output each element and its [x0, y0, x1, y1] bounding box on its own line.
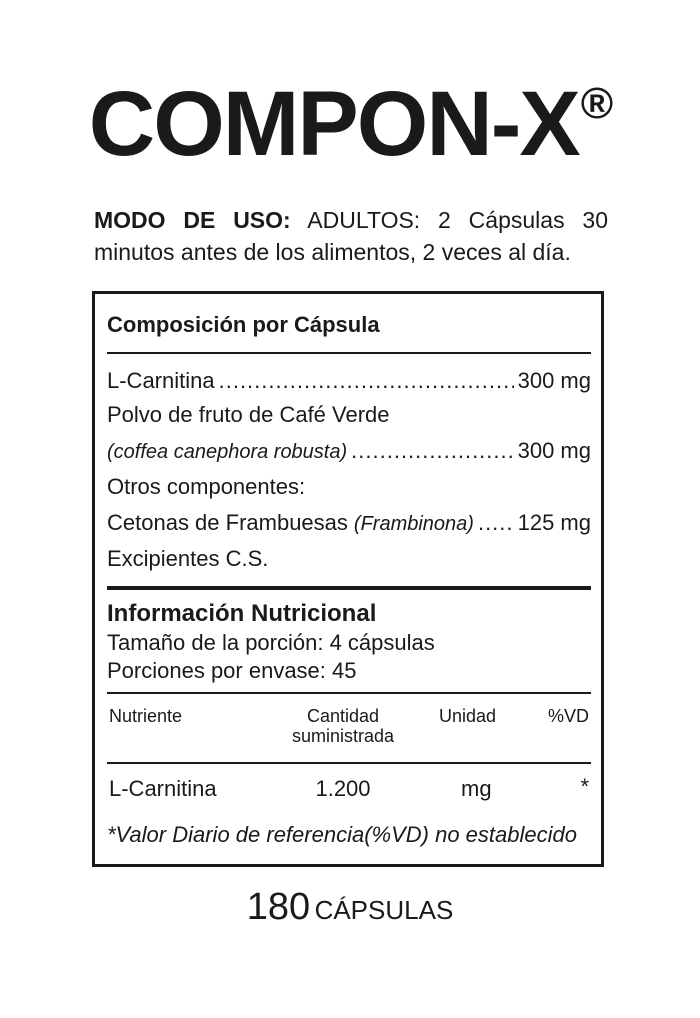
leader-dots	[351, 438, 513, 464]
ingredient-scientific-name: (coffea canephora robusta)	[107, 441, 348, 463]
ingredient-scientific-name: (Frambinona)	[353, 513, 474, 535]
column-header-amount-line1: Cantidad	[306, 706, 380, 726]
usage-instructions	[94, 204, 608, 268]
composition-row-raspberry	[107, 510, 591, 536]
serving-size: Tamaño de la porción: 4 cápsulas	[107, 630, 435, 655]
composition-row-carnitine	[107, 368, 591, 394]
leader-dots	[478, 510, 514, 536]
ingredient-name: Excipientes C.S.	[107, 546, 269, 571]
nutrient-unit: mg	[461, 776, 492, 801]
composition-row-others	[107, 474, 591, 500]
ingredient-name: Cetonas de Frambuesas	[107, 510, 348, 535]
ingredient-amount: 125 mg	[517, 510, 591, 535]
ingredient-name: Polvo de fruto de Café Verde	[107, 402, 390, 427]
registered-mark: ®	[580, 79, 612, 128]
composition-row-excipients	[107, 546, 591, 572]
nutrition-title: Información Nutricional	[107, 600, 377, 627]
table-header-rule	[107, 692, 591, 694]
column-header-amount-line2: suministrada	[291, 726, 395, 746]
product-name: COMPON-X	[88, 73, 579, 175]
composition-row-coffee-sci	[107, 438, 591, 464]
column-header-nutrient: Nutriente	[109, 706, 183, 726]
section-divider	[107, 586, 591, 590]
nutrient-vd: *	[580, 774, 589, 799]
composition-title: Composición por Cápsula	[107, 312, 380, 337]
leader-dots	[219, 368, 514, 394]
usage-text: ADULTOS: 2 Cápsulas 30 minutos antes de los alimentos, 2 veces al día.	[94, 207, 609, 265]
column-header-vd: %VD	[547, 706, 589, 726]
daily-value-footnote: *Valor Diario de referencia(%VD) no establecido	[107, 822, 577, 847]
column-header-unit: Unidad	[439, 706, 497, 726]
usage-label: MODO DE USO:	[94, 207, 291, 233]
ingredient-name: Otros componentes:	[107, 474, 306, 499]
servings-per-container: Porciones por envase: 45	[107, 658, 357, 683]
column-header-amount	[275, 706, 411, 746]
nutrient-amount: 1.200	[315, 776, 371, 801]
nutrient-name: L-Carnitina	[109, 776, 217, 801]
composition-row-coffee	[107, 402, 591, 428]
capsule-count: 180	[246, 886, 311, 928]
capsule-unit: CÁPSULAS	[314, 895, 454, 925]
product-title	[0, 73, 700, 175]
composition-rule	[107, 352, 591, 354]
ingredient-amount: 300 mg	[517, 368, 591, 393]
package-count	[0, 886, 700, 929]
ingredient-amount: 300 mg	[517, 438, 591, 463]
supplement-facts-panel	[92, 291, 604, 867]
table-body-rule	[107, 762, 591, 764]
ingredient-name: L-Carnitina	[107, 368, 215, 393]
